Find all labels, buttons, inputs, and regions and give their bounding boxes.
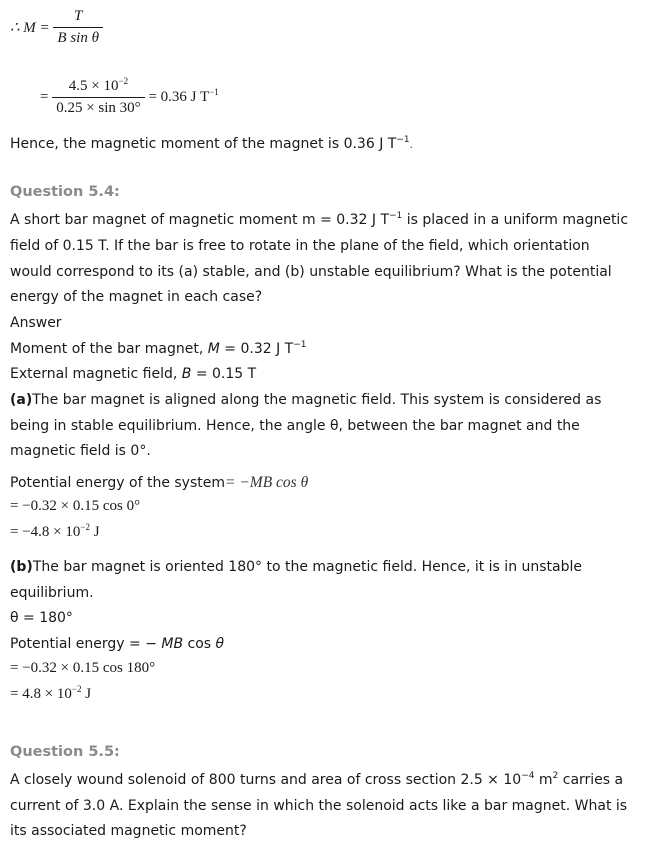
theta-line: θ = 180° xyxy=(10,610,73,626)
part-a-line-2: being in stable equilibrium. Hence, the angle θ, between the bar magnet and the xyxy=(10,418,580,434)
hence-moment-text: Hence, the magnetic moment of the magnet is 0.36 J $T^{-1}$. xyxy=(10,135,413,152)
part-b-label: (b) xyxy=(10,559,33,575)
q54-line-2: field of 0.15 T. If the bar is free to rotate in the plane of the field, which orientation xyxy=(10,238,590,254)
formula-lhs: ∴ M = xyxy=(10,20,50,36)
part-b-line-1: (b)The bar magnet is oriented 180° to the magnetic field. Hence, it is in unstable xyxy=(10,559,583,575)
calc-equals: = xyxy=(40,89,49,105)
q55-line-2: current of 3.0 A. Explain the sense in which the solenoid acts like a bar magnet. What is xyxy=(10,798,628,814)
q55-line-1: A closely wound solenoid of 800 turns and area of cross section $2.5 \times 10^{-4}$ $m^2$ carries a xyxy=(10,771,624,788)
answer-label: Answer xyxy=(10,315,62,331)
formula-numerator: T xyxy=(74,8,83,24)
part-a-label: (a) xyxy=(10,392,33,408)
moment-line: Moment of the bar magnet, M = 0.32 J $T^{-1}$ xyxy=(10,340,307,357)
calc-numerator: $4.5 \times 10^{-2}$ xyxy=(68,76,129,94)
q54-line-4: energy of the magnet in each case? xyxy=(10,289,263,305)
q54-line-3: would correspond to its (a) stable, and (b) unstable equilibrium? What is the potential xyxy=(10,264,612,280)
pe-system-line: Potential energy of the system= −MB cos θ xyxy=(10,474,309,491)
question-5-5-title: Question 5.5: xyxy=(10,744,120,760)
pe-formula: = −MB cos θ xyxy=(225,474,309,491)
formula-fraction xyxy=(53,8,103,47)
q55-line-3: its associated magnetic moment? xyxy=(10,823,247,839)
calc-fraction xyxy=(52,78,144,117)
calc-denominator: 0.25 × sin 30° xyxy=(52,97,144,117)
formula-magnetic-moment xyxy=(10,8,103,47)
question-5-4-title: Question 5.4: xyxy=(10,184,120,200)
pe-step-2: = $-4.8 \times 10^{-2}$ J xyxy=(10,522,100,540)
pe-step-1: = −0.32 × 0.15 cos 0° xyxy=(10,498,141,514)
q54-line-1: A short bar magnet of magnetic moment m = 0.32 J $T^{-1}$ is placed in a uniform magnetic xyxy=(10,211,629,228)
calc-result: = 0.36 J $T^{-1}$ xyxy=(148,87,219,105)
pe2-step-1: = −0.32 × 0.15 cos 180° xyxy=(10,660,156,676)
part-a-line-1: (a)The bar magnet is aligned along the magnetic field. This system is considered as xyxy=(10,392,602,408)
field-line: External magnetic field, B = 0.15 T xyxy=(10,366,257,382)
pe2-line: Potential energy = − MB cos θ xyxy=(10,636,225,652)
formula-calculation xyxy=(40,78,219,117)
part-b-line-2: equilibrium. xyxy=(10,585,94,601)
pe2-step-2: = $4.8 \times 10^{-2}$ J xyxy=(10,684,92,702)
formula-denominator: B sin θ xyxy=(53,27,103,47)
part-a-line-3: magnetic field is 0°. xyxy=(10,443,151,459)
